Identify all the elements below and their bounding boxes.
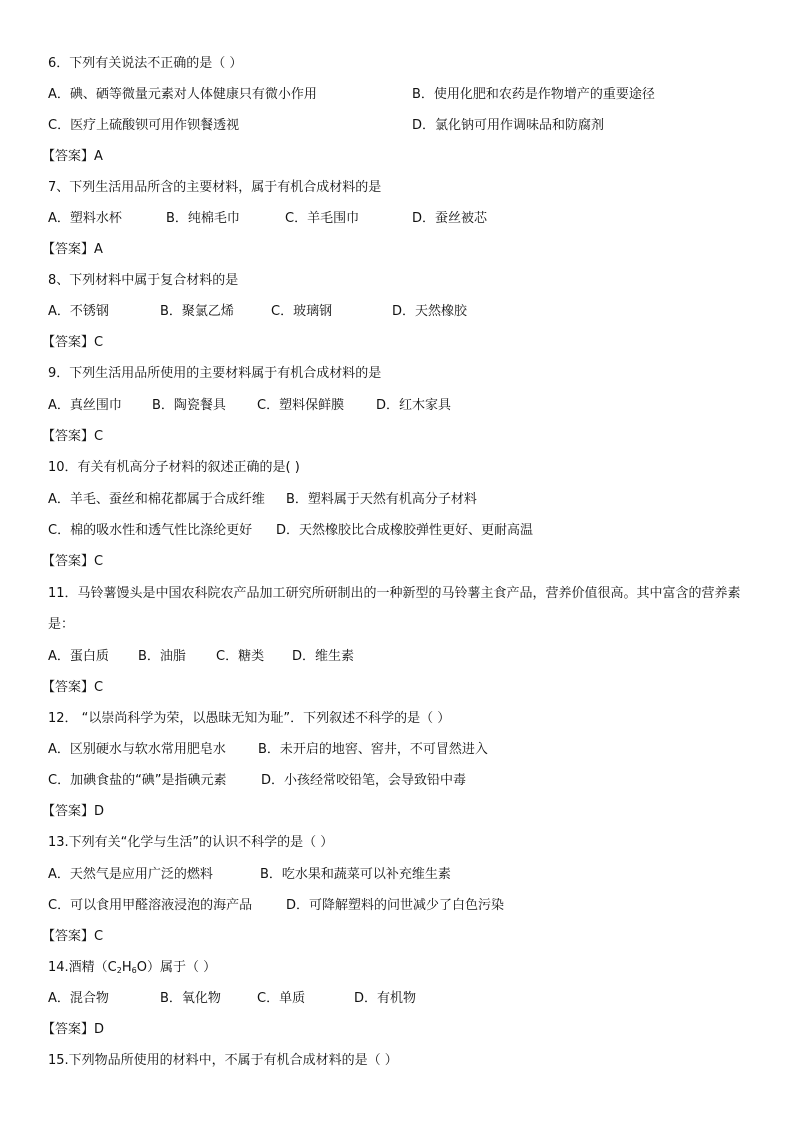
question-14-options bbox=[48, 990, 750, 1008]
question-10-option-c: C．棉的吸水性和透气性比涤纶更好 bbox=[48, 523, 253, 538]
question-13-options-row-1 bbox=[48, 866, 750, 884]
question-10-option-a: A．羊毛、蚕丝和棉花都属于合成纤维 bbox=[48, 492, 265, 507]
question-9-option-c: C．塑料保鲜膜 bbox=[257, 398, 345, 413]
question-7-answer: 【答案】A bbox=[42, 242, 103, 257]
question-10-option-b: B．塑料属于天然有机高分子材料 bbox=[286, 492, 477, 507]
question-6-option-a: A．碘、硒等微量元素对人体健康只有微小作用 bbox=[48, 87, 317, 102]
question-6-option-c: C．医疗上硫酸钡可用作钡餐透视 bbox=[48, 118, 240, 133]
question-8-options bbox=[48, 303, 750, 321]
question-13-option-a: A．天然气是应用广泛的燃料 bbox=[48, 867, 213, 882]
question-7-option-d: D．蚕丝被芯 bbox=[412, 211, 488, 226]
question-11-option-a: A．蛋白质 bbox=[48, 649, 109, 664]
question-14-subscript-6: 6 bbox=[131, 966, 137, 975]
question-10-options-row-2 bbox=[48, 522, 750, 540]
question-14-option-c: C．单质 bbox=[257, 991, 306, 1006]
question-13-stem: 13.下列有关“化学与生活”的认识不科学的是（ ） bbox=[48, 835, 334, 850]
question-12-answer: 【答案】D bbox=[42, 804, 105, 819]
question-10-answer: 【答案】C bbox=[42, 554, 104, 569]
question-9-answer: 【答案】C bbox=[42, 429, 104, 444]
question-14-option-b: B．氧化物 bbox=[160, 991, 221, 1006]
question-8-option-b: B．聚氯乙烯 bbox=[160, 304, 234, 319]
question-6-options-row-1 bbox=[48, 86, 750, 104]
question-10-stem: 10．有关有机高分子材料的叙述正确的是( ) bbox=[48, 460, 300, 475]
question-6-answer: 【答案】A bbox=[42, 149, 103, 164]
question-14-stem bbox=[48, 959, 216, 980]
question-11-option-c: C．糖类 bbox=[216, 649, 265, 664]
question-14-stem-suffix: O）属于（ ） bbox=[136, 960, 217, 975]
question-8-option-a: A．不锈钢 bbox=[48, 304, 109, 319]
question-9-option-a: A．真丝围巾 bbox=[48, 398, 122, 413]
question-11-stem: 11．马铃薯馒头是中国农科院农产品加工研究所研制出的一种新型的马铃薯主食产品，营养价值很高。其中富含的营养素是： bbox=[48, 586, 741, 632]
question-14-stem-mid: H bbox=[121, 960, 132, 975]
question-12-options-row-2 bbox=[48, 772, 750, 790]
question-13-options-row-2 bbox=[48, 897, 750, 915]
question-6-stem: 6．下列有关说法不正确的是（ ） bbox=[48, 56, 243, 71]
question-8-option-d: D．天然橡胶 bbox=[392, 304, 468, 319]
question-12-options-row-1 bbox=[48, 741, 750, 759]
question-8-option-c: C．玻璃钢 bbox=[271, 304, 333, 319]
question-7-option-a: A．塑料水杯 bbox=[48, 211, 122, 226]
question-6-option-d: D．氯化钠可用作调味品和防腐剂 bbox=[412, 118, 605, 133]
question-12-stem: 12． “以崇尚科学为荣，以愚昧无知为耻”．下列叙述不科学的是（ ） bbox=[48, 711, 451, 726]
question-11-answer: 【答案】C bbox=[42, 680, 104, 695]
question-14-option-d: D．有机物 bbox=[354, 991, 417, 1006]
question-6-option-b: B．使用化肥和农药是作物增产的重要途径 bbox=[412, 87, 655, 102]
question-13-option-c: C．可以食用甲醛溶液浸泡的海产品 bbox=[48, 898, 253, 913]
question-10-options-row-1 bbox=[48, 491, 750, 509]
question-12-option-b: B．未开启的地窖、窖井，不可冒然进入 bbox=[258, 742, 488, 757]
question-13-answer: 【答案】C bbox=[42, 929, 104, 944]
question-7-option-c: C．羊毛围巾 bbox=[285, 211, 360, 226]
question-7-option-b: B．纯棉毛巾 bbox=[166, 211, 240, 226]
question-10-option-d: D．天然橡胶比合成橡胶弹性更好、更耐高温 bbox=[276, 523, 534, 538]
question-15-stem: 15.下列物品所使用的材料中，不属于有机合成材料的是（ ） bbox=[48, 1053, 398, 1068]
question-9-stem: 9．下列生活用品所使用的主要材料属于有机合成材料的是 bbox=[48, 366, 382, 381]
question-9-option-b: B．陶瓷餐具 bbox=[152, 398, 226, 413]
question-14-option-a: A．混合物 bbox=[48, 991, 109, 1006]
question-12-option-c: C．加碘食盐的“碘”是指碘元素 bbox=[48, 773, 227, 788]
question-9-options bbox=[48, 397, 750, 415]
question-13-option-b: B．吃水果和蔬菜可以补充维生素 bbox=[260, 867, 451, 882]
question-9-option-d: D．红木家具 bbox=[376, 398, 452, 413]
question-11-option-d: D．维生素 bbox=[292, 649, 355, 664]
question-11-option-b: B．油脂 bbox=[138, 649, 186, 664]
question-8-stem: 8、下列材料中属于复合材料的是 bbox=[48, 273, 239, 288]
question-14-answer: 【答案】D bbox=[42, 1022, 105, 1037]
question-12-option-d: D．小孩经常咬铅笔，会导致铅中毒 bbox=[261, 773, 467, 788]
question-6-options-row-2 bbox=[48, 117, 750, 135]
question-11-options bbox=[48, 648, 750, 666]
question-14-subscript-2: 2 bbox=[116, 966, 122, 975]
question-12-option-a: A．区别硬水与软水常用肥皂水 bbox=[48, 742, 226, 757]
question-14-stem-prefix: 14.酒精（C bbox=[48, 960, 117, 975]
question-13-option-d: D．可降解塑料的问世减少了白色污染 bbox=[286, 898, 505, 913]
question-7-stem: 7、下列生活用品所含的主要材料，属于有机合成材料的是 bbox=[48, 180, 382, 195]
question-7-options bbox=[48, 210, 750, 228]
question-8-answer: 【答案】C bbox=[42, 335, 104, 350]
